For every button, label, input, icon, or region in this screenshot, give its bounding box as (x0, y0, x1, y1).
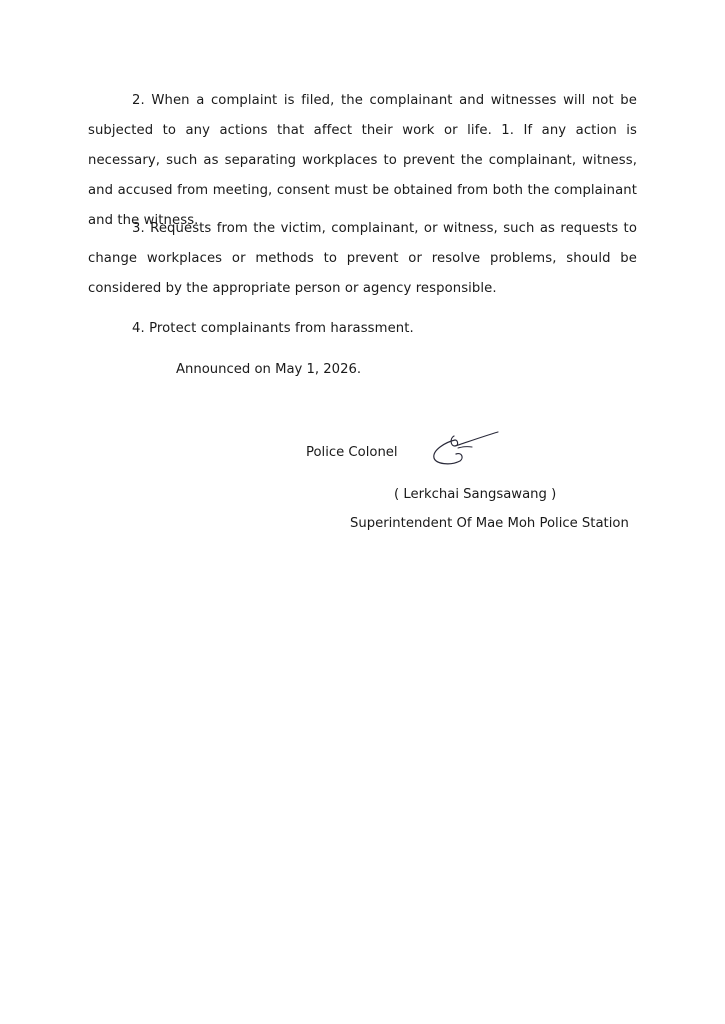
handwritten-signature (428, 428, 500, 470)
paragraph-item-2: 2. When a complaint is filed, the complainant and witnesses will not be subjected to any actions that affect their work or life. 1. If any action is necessary, such as separating workplaces to prevent the complainant, witness, and accused from meeting, consent must be obtained from both the complainant and the witness. (88, 93, 637, 228)
paragraph-item-3: 3. Requests from the victim, complainant, or witness, such as requests to change workplaces or methods to prevent or resolve problems, should be considered by the appropriate person or agency responsible. (88, 221, 637, 296)
paragraph-item-4: 4. Protect complainants from harassment. (132, 321, 414, 336)
signatory-rank: Police Colonel (306, 445, 398, 460)
signatory-title: Superintendent Of Mae Moh Police Station (350, 516, 629, 531)
announcement-date: Announced on May 1, 2026. (176, 362, 362, 377)
signatory-name: ( Lerkchai Sangsawang ) (394, 487, 557, 502)
